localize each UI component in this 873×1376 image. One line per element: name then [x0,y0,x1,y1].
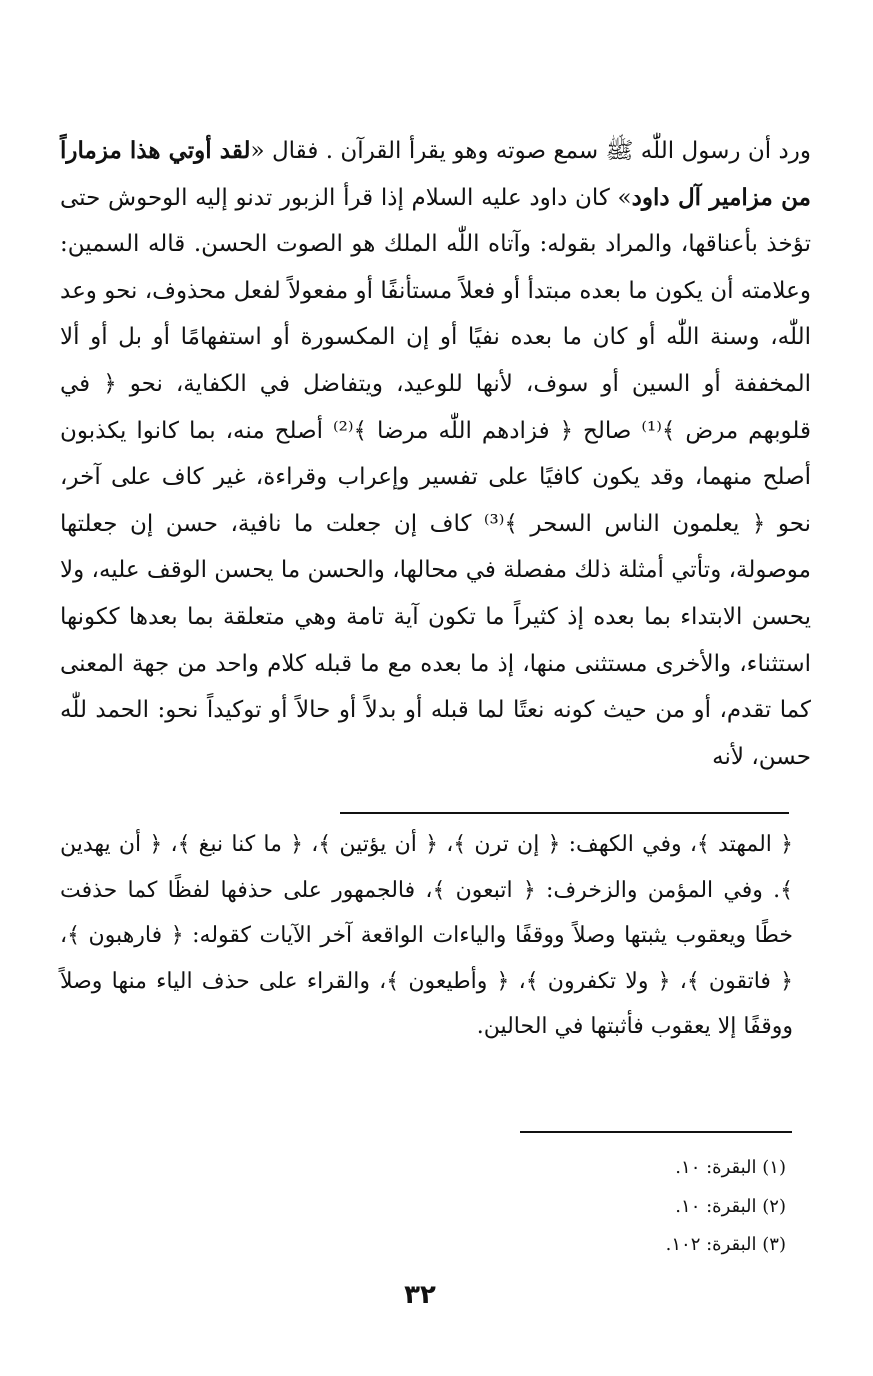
footnote-3: (٣) البقرة: ١٠٢. [665,1234,786,1255]
main-text-part-1: ورد أن رسول اللّٰه ﷺ سمع صوته وهو يقرأ القرآن . فقال « [250,138,812,164]
main-text-part-2: » كان داود عليه السلام إذا قرأ الزبور تدنو إليه الوحوش حتى تؤخذ بأعناقها، والمراد بقوله: وآتاه اللّٰه الملك هو الصوت الحسن. قاله السمين: وعلامته أن يكون ما بعده مبتدأ أو فعلاً مستأنفًا أو مفعولاً لفعل محذوف، نحو وعد اللّٰه، وسنة اللّٰه أو كان ما بعده نفيًا أو إن المكسورة أو استفهامًا أو بل أو ألا المخففة أو السين أو سوف، لأنها للوعيد، ويتفاضل في الكفاية، نحو ﴿ في قلوبهم مرض ﴾⁽¹⁾ صالح ﴿ فزادهم اللّٰه مرضا ﴾⁽²⁾ أصلح منه، بما كانوا يكذبون أصلح منهما، وقد يكون كافيًا على تفسير وإعراب وقراءة، غير كاف على آخر، نحو ﴿ يعلمون الناس السحر ﴾⁽³⁾ كاف إن جعلت ما نافية، حسن إن جعلتها موصولة، وتأتي أمثلة ذلك مفصلة في محالها، والحسن ما يحسن الوقف عليه، ولا يحسن الابتداء بما بعده إذ كثيراً ما تكون آية تامة وهي متعلقة بما بعدها ككونها استثناء، والأخرى مستثنى منها، إذ ما بعده مع ما قبله كلام واحد من جهة المعنى كما تقدم، أو من حيث كونه نعتًا لما قبله أو بدلاً أو حالاً أو توكيداً نحو: الحمد للّٰه حسن، لأنه [60,184,811,770]
hadith-quote: لقد أوتي هذا مزماراً من مزامير آل داود [60,137,811,211]
main-text-divider [340,812,789,814]
footnote-2: (٢) البقرة: ١٠. [675,1195,786,1217]
footnotes-list [666,1153,786,1269]
footnote-1: (١) البقرة: ١٠. [675,1157,786,1178]
continued-note: ﴿ المهتد ﴾، وفي الكهف: ﴿ إن ترن ﴾، ﴿ أن يؤتين ﴾، ﴿ ما كنا نبغ ﴾، ﴿ أن يهدين ﴾. وفي المؤمن والزخرف: ﴿ اتبعون ﴾، فالجمهور على حذفها لفظًا كما حذفت خطًا ويعقوب يثبتها وصلاً ووقفًا والياءات الواقعة آخر الآيات كقوله: ﴿ فارهبون ﴾، ﴿ فاتقون ﴾، ﴿ ولا تكفرون ﴾، ﴿ وأطيعون ﴾، والقراء على حذف الياء منها وصلاً ووقفًا إلا يعقوب فأثبتها في الحالين. [60,832,793,1039]
page-number: ٣٢ [404,1280,436,1310]
footnotes-divider [520,1131,792,1133]
main-text [60,128,811,780]
